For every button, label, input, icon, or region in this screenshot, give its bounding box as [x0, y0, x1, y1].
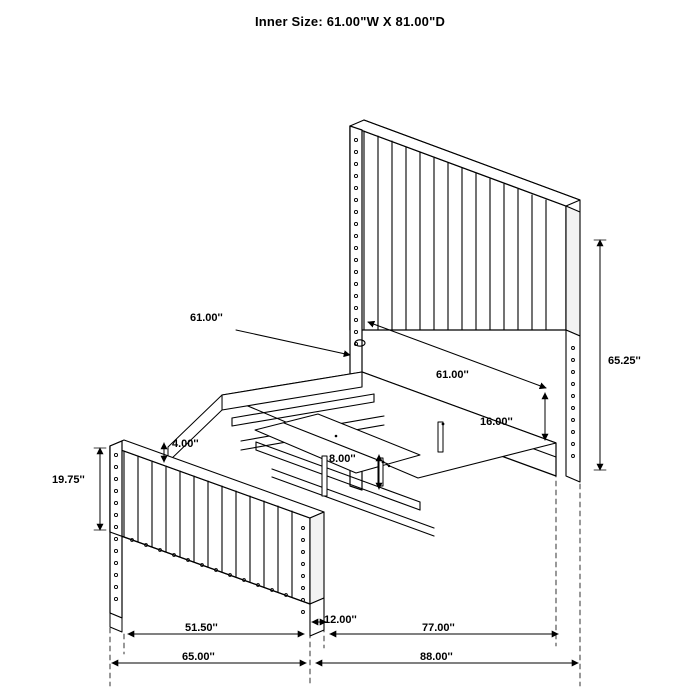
dimension-label-side-rail-length: 77.00''	[422, 622, 455, 634]
dimension-label-footboard-inner-width: 51.50''	[185, 622, 218, 634]
dimension-label-headboard-inner-width-callout: 61.00''	[190, 312, 223, 324]
dimension-label-overall-height: 65.25''	[608, 355, 641, 367]
dimension-label-overall-width: 65.00''	[182, 651, 215, 663]
dimension-label-footboard-height: 19.75''	[52, 474, 85, 486]
dimension-label-headboard-width: 61.00''	[436, 369, 469, 381]
dimension-label-footboard-depth: 12.00''	[324, 614, 357, 626]
dimension-label-rail-thickness: 4.00''	[172, 438, 199, 450]
dimension-label-overall-depth: 88.00''	[420, 651, 453, 663]
dimension-label-deck-to-rail-height: 16.00''	[480, 416, 513, 428]
dimension-label-slat-spacing: 8.00''	[329, 453, 356, 465]
page-title: Inner Size: 61.00"W X 81.00"D	[254, 14, 446, 29]
